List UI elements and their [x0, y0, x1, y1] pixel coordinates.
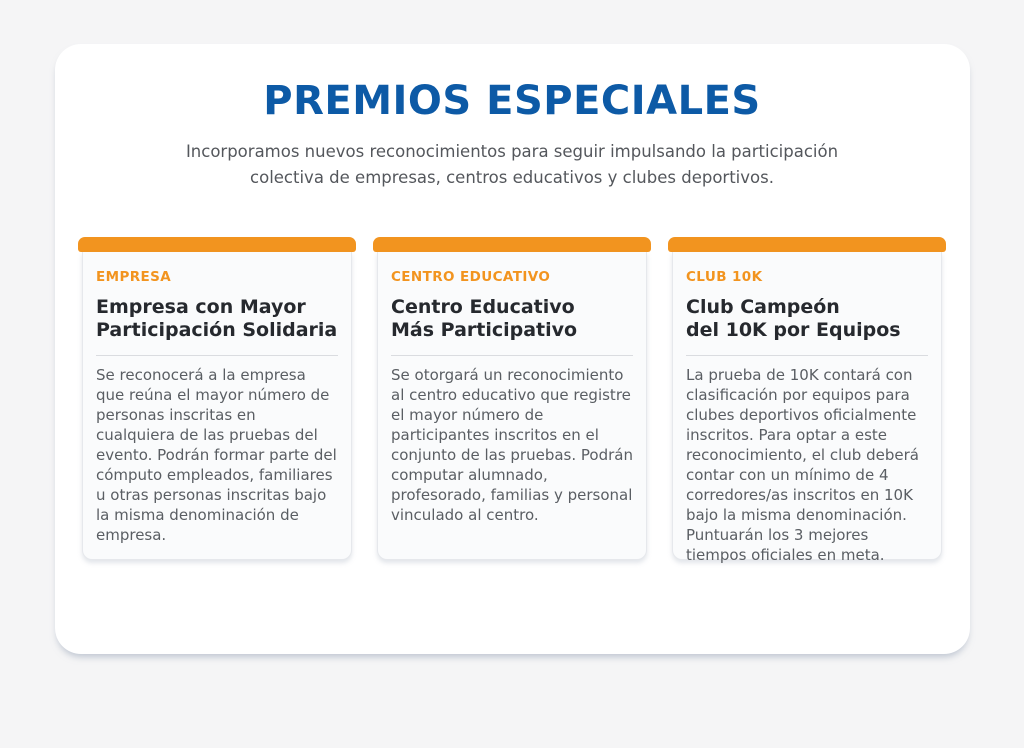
card-body: [672, 252, 942, 564]
card-top-ribbon: [373, 237, 651, 252]
card-club-10k: [668, 237, 946, 564]
card-centro-educativo: [373, 237, 651, 560]
card-description: Se otorgará un reconocimiento al centro educativo que registre el mayor número de participantes inscritos en el conjunto de las pruebas. Podrán computar alumnado, profesorado, familias y personal vinculado al centro.: [391, 366, 633, 524]
page-title: PREMIOS ESPECIALES: [263, 78, 761, 124]
card-title-line2: del 10K por Equipos: [686, 318, 901, 341]
cards-row: [55, 237, 970, 564]
card-tag: CENTRO EDUCATIVO: [391, 269, 551, 285]
card-divider: [686, 355, 928, 356]
card-title: [686, 296, 928, 341]
content-panel: [55, 44, 970, 654]
card-description: La prueba de 10K contará con clasificación por equipos para clubes deportivos oficialmente inscritos. Para optar a este reconocimiento, el club deberá contar con un mínimo de 4 corredores/as inscritos en 10K bajo la misma denominación. Puntuarán los 3 mejores tiempos oficiales en meta.: [686, 366, 919, 564]
card-tag: EMPRESA: [96, 269, 172, 285]
card-divider: [391, 355, 633, 356]
page-subtitle-line1: Incorporamos nuevos reconocimientos para seguir impulsando la participación: [185, 142, 839, 161]
card-divider: [96, 355, 338, 356]
page-subtitle: [55, 139, 970, 191]
card-title-line1: Empresa con Mayor: [96, 296, 306, 318]
card-top-ribbon: [78, 237, 356, 252]
card-title-line2: Participación Solidaria: [96, 318, 338, 341]
card-title-line2: Más Participativo: [391, 318, 578, 341]
card-top-ribbon: [668, 237, 946, 252]
card-body: [377, 252, 647, 560]
page-subtitle-line2: colectiva de empresas, centros educativos y clubes deportivos.: [250, 168, 774, 187]
card-title-line1: Centro Educativo: [391, 296, 575, 318]
card-empresa: [78, 237, 356, 560]
page: [0, 44, 1024, 748]
card-title: [391, 296, 633, 341]
card-tag: CLUB 10K: [686, 269, 763, 285]
card-title-line1: Club Campeón: [686, 296, 840, 318]
card-title: [96, 296, 338, 341]
card-description: Se reconocerá a la empresa que reúna el mayor número de personas inscritas en cualquiera de las pruebas del evento. Podrán formar parte del cómputo empleados, familiares u otras personas inscritas bajo la misma denominación de empresa.: [96, 366, 337, 544]
card-body: [82, 252, 352, 560]
